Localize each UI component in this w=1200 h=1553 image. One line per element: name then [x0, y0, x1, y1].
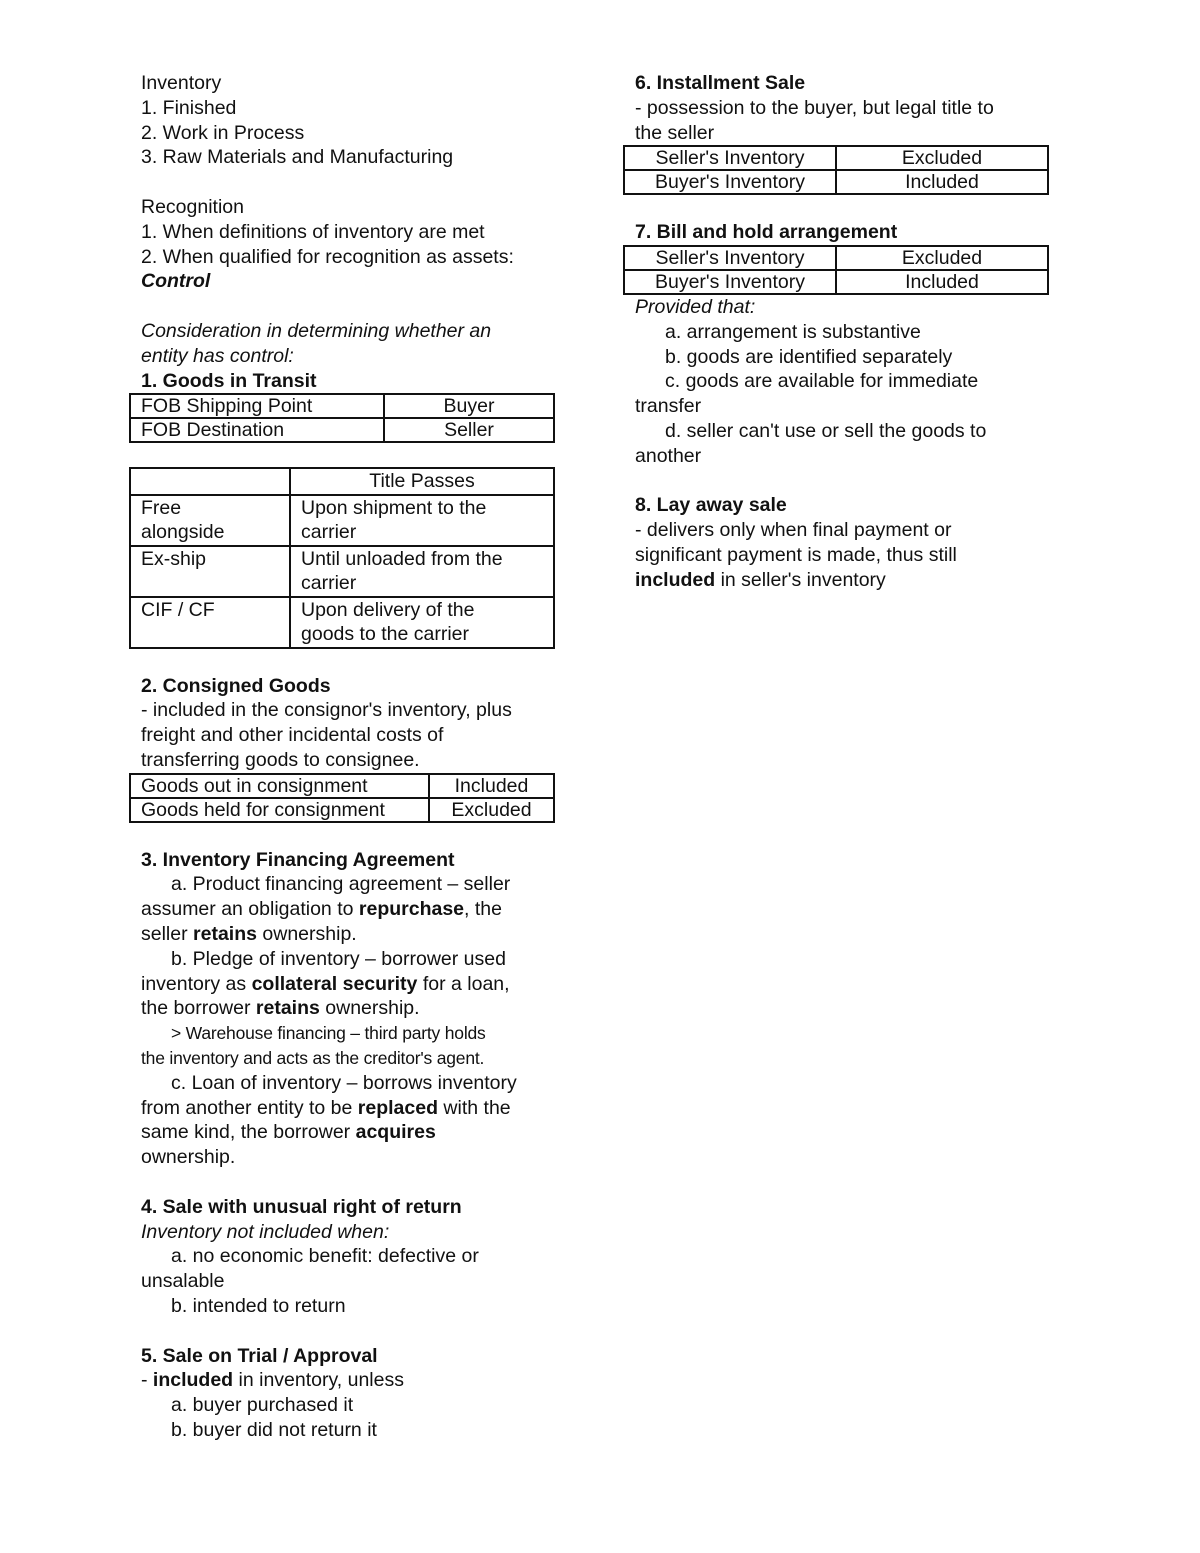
table-cell: Seller's Inventory — [624, 246, 836, 270]
cell-line: CIF / CF — [141, 598, 215, 621]
body-line: transfer — [635, 395, 702, 418]
cell-line: Ex-ship — [141, 547, 207, 570]
bill-and-hold-table — [623, 245, 1049, 295]
cell-line: carrier — [301, 521, 357, 544]
table-cell — [130, 468, 290, 495]
table-cell — [290, 546, 554, 597]
table-cell: FOB Destination — [130, 418, 384, 442]
recognition-item: 2. When qualified for recognition as assets: — [141, 245, 514, 268]
body-line: b. intended to return — [171, 1294, 346, 1317]
body-line: d. seller can't use or sell the goods to — [665, 419, 987, 442]
consideration-line: Consideration in determining whether an — [141, 319, 492, 342]
cell-line: Upon shipment to the — [301, 496, 487, 519]
inventory-item: 2. Work in Process — [141, 121, 305, 144]
body-line: freight and other incidental costs of — [141, 724, 444, 747]
table-row — [130, 798, 554, 822]
body-line — [141, 897, 555, 922]
consignment-table — [129, 773, 555, 823]
table-row — [130, 394, 554, 418]
text-run: with the — [438, 1096, 511, 1119]
text-run: same kind, the borrower — [141, 1121, 356, 1144]
inventory-item: 1. Finished — [141, 96, 237, 119]
body-line: b. buyer did not return it — [171, 1418, 377, 1441]
body-line: significant payment is made, thus still — [635, 543, 957, 566]
body-line — [141, 972, 555, 997]
body-line: b. Pledge of inventory – borrower used — [171, 947, 506, 970]
table-cell: Buyer's Inventory — [624, 170, 836, 194]
body-line: a. Product financing agreement – seller — [171, 873, 511, 896]
body-line — [141, 996, 555, 1021]
text-run: included — [635, 568, 716, 591]
body-line: a. arrangement is substantive — [665, 320, 921, 343]
table-row — [624, 170, 1048, 194]
table-cell — [130, 597, 290, 648]
body-line — [141, 1096, 555, 1121]
text-run: retains — [255, 997, 320, 1020]
table-row — [624, 246, 1048, 270]
table-cell — [130, 495, 290, 546]
body-line: a. buyer purchased it — [171, 1394, 354, 1417]
section-heading-lay-away-sale: 8. Lay away sale — [635, 494, 787, 517]
table-row — [130, 597, 554, 648]
table-row — [130, 495, 554, 546]
text-run: ownership. — [256, 923, 357, 946]
text-run: , the — [464, 898, 502, 921]
recognition-title: Recognition — [141, 195, 244, 218]
body-line — [141, 1368, 555, 1393]
text-run: collateral security — [251, 972, 418, 995]
table-cell: Buyer — [384, 394, 554, 418]
table-row — [624, 146, 1048, 170]
table-cell: Excluded — [429, 798, 554, 822]
section-heading-goods-in-transit: 1. Goods in Transit — [141, 369, 317, 392]
section-heading-right-of-return: 4. Sale with unusual right of return — [141, 1195, 462, 1218]
body-line: b. goods are identified separately — [665, 345, 953, 368]
note-line: > Warehouse financing – third party holds — [171, 1023, 486, 1044]
body-line: - included in the consignor's inventory, plus — [141, 699, 512, 722]
table-cell: Included — [836, 270, 1048, 294]
text-run: included — [152, 1369, 234, 1392]
text-run: replaced — [357, 1096, 439, 1119]
text-run: from another entity to be — [141, 1096, 358, 1119]
table-header-cell: Title Passes — [290, 468, 554, 495]
table-header-row — [130, 468, 554, 495]
cell-line: Until unloaded from the — [301, 547, 503, 570]
table-cell: Excluded — [836, 146, 1048, 170]
table-cell: Seller — [384, 418, 554, 442]
text-run: acquires — [355, 1121, 436, 1144]
inventory-title: Inventory — [141, 72, 222, 94]
text-run: ownership. — [319, 997, 420, 1020]
body-line: Inventory not included when: — [141, 1220, 390, 1243]
body-line: Provided that: — [635, 295, 756, 318]
text-run: for a loan, — [417, 972, 510, 995]
section-heading-financing: 3. Inventory Financing Agreement — [141, 848, 455, 871]
recognition-item: 1. When definitions of inventory are met — [141, 220, 485, 243]
text-run: in inventory, unless — [233, 1369, 404, 1392]
table-cell — [290, 597, 554, 648]
consideration-line: entity has control: — [141, 344, 294, 367]
control-label: Control — [141, 270, 211, 293]
body-line — [635, 568, 1049, 593]
table-cell: Seller's Inventory — [624, 146, 836, 170]
right-column — [635, 71, 1049, 593]
body-line: - delivers only when final payment or — [635, 519, 952, 542]
table-cell: Included — [836, 170, 1048, 194]
table-cell — [130, 546, 290, 597]
body-line: c. Loan of inventory – borrows inventory — [171, 1071, 517, 1094]
table-row — [130, 774, 554, 798]
table-cell: Excluded — [836, 246, 1048, 270]
text-run: retains — [193, 923, 257, 946]
table-cell: Buyer's Inventory — [624, 270, 836, 294]
table-row — [130, 546, 554, 597]
cell-line: Free — [141, 496, 182, 519]
body-line: ownership. — [141, 1146, 236, 1169]
note-line: the inventory and acts as the creditor's agent. — [141, 1048, 485, 1069]
cell-line: Upon delivery of the — [301, 598, 475, 621]
table-cell: FOB Shipping Point — [130, 394, 384, 418]
body-line: a. no economic benefit: defective or — [171, 1245, 479, 1268]
section-heading-installment-sale: 6. Installment Sale — [635, 72, 806, 94]
section-heading-sale-on-trial: 5. Sale on Trial / Approval — [141, 1344, 378, 1367]
body-line: c. goods are available for immediate — [665, 370, 979, 393]
text-run: assumer an obligation to — [141, 898, 359, 921]
body-line: transferring goods to consignee. — [141, 749, 420, 772]
table-cell: Goods held for consignment — [130, 798, 429, 822]
cell-line: goods to the carrier — [301, 623, 470, 646]
text-run: in seller's inventory — [715, 568, 886, 591]
section-heading-consigned-goods: 2. Consigned Goods — [141, 674, 331, 697]
text-run: the borrower — [141, 997, 256, 1020]
text-run: repurchase — [358, 898, 465, 921]
table-cell — [290, 495, 554, 546]
left-column — [141, 71, 555, 1443]
body-line: unsalable — [141, 1270, 225, 1293]
text-run: seller — [141, 923, 194, 946]
body-line — [141, 922, 555, 947]
body-line: another — [635, 444, 702, 467]
body-line — [141, 1120, 555, 1145]
goods-in-transit-table — [129, 393, 555, 443]
cell-line: alongside — [141, 521, 225, 544]
text-run: inventory as — [141, 972, 252, 995]
cell-line: carrier — [301, 572, 357, 595]
installment-sale-table — [623, 145, 1049, 195]
section-heading-bill-and-hold: 7. Bill and hold arrangement — [635, 221, 898, 244]
table-cell: Goods out in consignment — [130, 774, 429, 798]
body-line: the seller — [635, 121, 715, 144]
table-row — [130, 418, 554, 442]
body-line: - possession to the buyer, but legal title to — [635, 96, 994, 119]
table-row — [624, 270, 1048, 294]
table-cell: Included — [429, 774, 554, 798]
text-run: - — [141, 1369, 153, 1392]
title-passes-table — [129, 467, 555, 649]
inventory-item: 3. Raw Materials and Manufacturing — [141, 146, 454, 169]
